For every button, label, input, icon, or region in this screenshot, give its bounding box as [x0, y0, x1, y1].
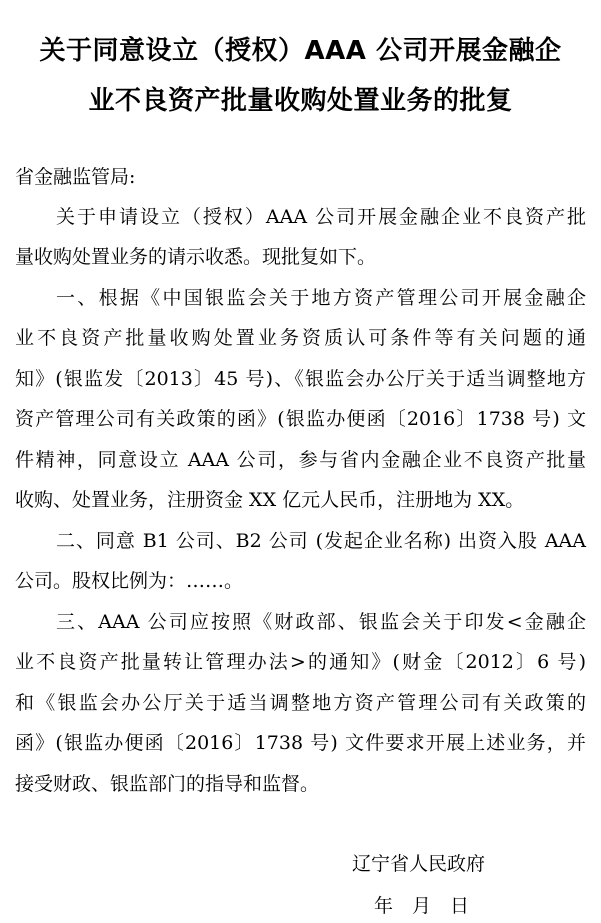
document-title-line-1: 关于同意设立（授权）AAA 公司开展金融企 [39, 36, 562, 66]
paragraph-line: 接受财政、银监部门的指导和监督。 [15, 773, 320, 795]
paragraph-line: 关于申请设立（授权）AAA 公司开展金融企业不良资产批 [56, 206, 586, 228]
paragraph-line: 量收购处置业务的请示收悉。现批复如下。 [15, 246, 377, 268]
paragraph-line: 业不良资产批量收购处置业务资质认可条件等有关问题的通 [15, 327, 586, 349]
paragraph-line: 资产管理公司有关政策的函》(银监办便函〔2016〕1738 号) 文 [15, 408, 586, 430]
paragraph-line: 二、同意 B1 公司、B2 公司 (发起企业名称) 出资入股 AAA [56, 530, 586, 552]
issue-date: 年 月 日 [374, 895, 470, 917]
paragraph-line: 三、AAA 公司应按照《财政部、银监会关于印发<金融企 [56, 611, 586, 633]
issuer-name: 辽宁省人民政府 [352, 853, 486, 875]
paragraph-line: 公司。股权比例为：……。 [15, 570, 244, 592]
paragraph-line: 知》(银监发〔2013〕45 号)、《银监会办公厅关于适当调整地方 [15, 368, 586, 390]
paragraph-line: 一、根据《中国银监会关于地方资产管理公司开展金融企 [56, 287, 586, 309]
paragraph-line: 业不良资产批量转让管理办法>的通知》(财金〔2012〕6 号) [15, 651, 586, 673]
addressee: 省金融监管局: [15, 166, 136, 188]
paragraph-line: 件精神，同意设立 AAA 公司，参与省内金融企业不良资产批量 [15, 449, 586, 471]
paragraph-line: 函》(银监办便函〔2016〕1738 号) 文件要求开展上述业务，并 [15, 732, 586, 754]
document-title-line-2: 业不良资产批量收购处置业务的批复 [88, 86, 513, 116]
paragraph-line: 收购、处置业务，注册资金 XX 亿元人民币，注册地为 XX。 [15, 489, 525, 511]
paragraph-line: 和《银监会办公厅关于适当调整地方资产管理公司有关政策的 [15, 692, 586, 714]
